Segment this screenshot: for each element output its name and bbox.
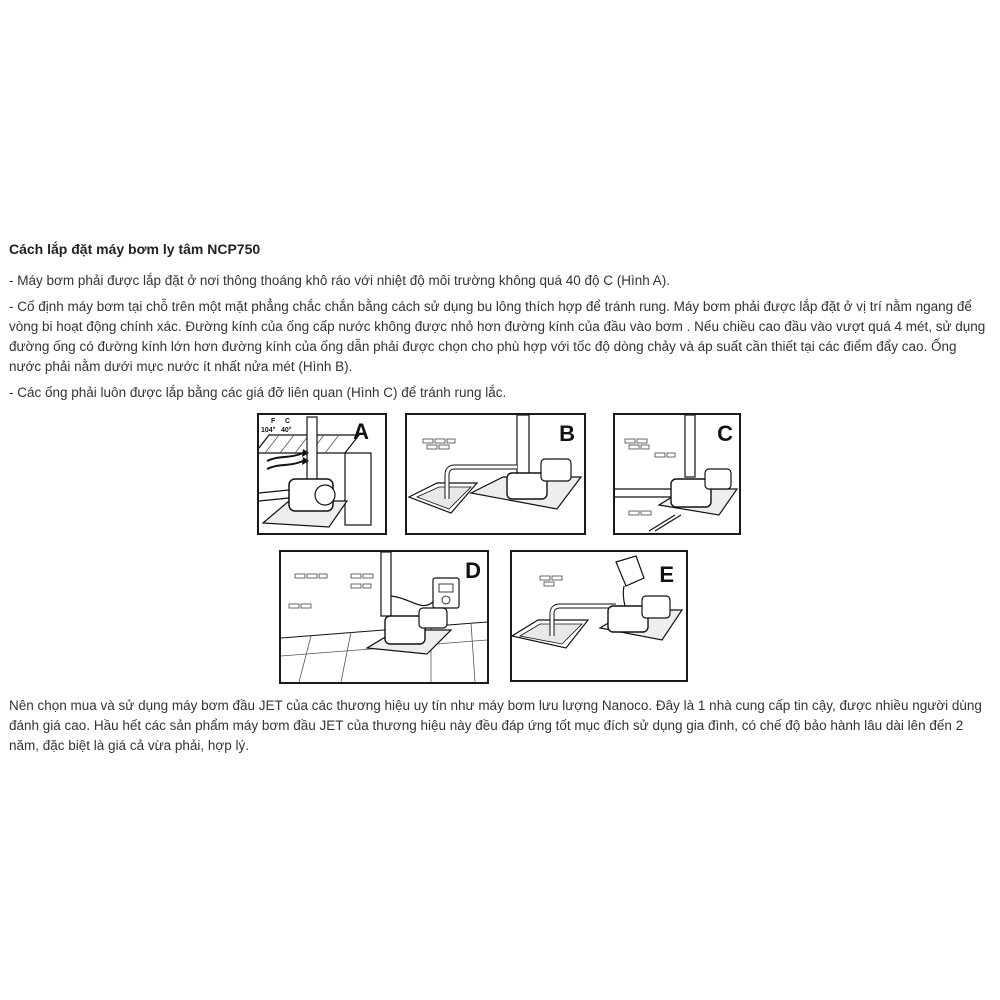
figure-a-label: A <box>353 419 369 444</box>
article-title: Cách lắp đặt máy bơm ly tâm NCP750 <box>9 241 261 257</box>
paragraph-mounting: - Cố định máy bơm tại chỗ trên một mặt phẳng chắc chắn bằng cách sử dụng bu lông thích hợp để tránh rung. Máy bơm phải được lắp đặt ở vị trí nằm ngang để vòng bi hoạt động chính xác. Đường kính của ống cấp nước không được nhỏ hơn đường kính của đầu vào bơm . Nếu chiều cao đầu vào vượt quá 4 mét, sử dụng đường ống có đường kính lớn hơn đường kính của ống dẫn phải được chọn cho phù hợp với tốc độ dòng chảy và áp suất cần thiết tại các điểm đẩy cao. Ống nước phải nằm dưới mực nước ít nhất nửa mét (Hình B). <box>9 299 986 374</box>
article <box>9 239 987 407</box>
figure-e-label: E <box>659 562 674 587</box>
figure-a-illustration <box>259 415 385 533</box>
figure-a-temp-c-unit: C <box>285 418 291 425</box>
figure-b-label: B <box>559 421 575 446</box>
figure-e-illustration <box>512 552 686 680</box>
figure-e <box>510 550 688 682</box>
paragraph-location: - Máy bơm phải được lắp đặt ở nơi thông thoáng khô ráo với nhiệt độ môi trường không quá 40 độ C (Hình A). <box>9 273 671 288</box>
figure-d-illustration <box>281 552 487 682</box>
figure-a-temp-f-value: 104° <box>261 427 276 434</box>
figure-b-illustration <box>407 415 584 533</box>
figure-a-temp-f-unit: F <box>271 418 276 425</box>
figure-c-illustration <box>615 415 739 533</box>
paragraph-recommendation: Nên chọn mua và sử dụng máy bơm đầu JET của các thương hiệu uy tín như máy bơm lưu lượng Nanoco. Đây là 1 nhà cung cấp tin cậy, được nhiều người dùng đánh giá cao. Hầu hết các sản phẩm máy bơm đầu JET của thương hiệu này đều đáp ứng tốt mục đích sử dụng gia đình, có chế độ bảo hành lâu dài lên đến 2 năm, đặc biệt là giá cả vừa phải, hợp lý. <box>9 698 982 753</box>
paragraph-supports: - Các ống phải luôn được lắp bằng các giá đỡ liên quan (Hình C) để tránh rung lắc. <box>9 385 507 400</box>
figure-c <box>613 413 741 535</box>
figure-a-temp-c-value: 40° <box>281 427 292 434</box>
figure-c-label: C <box>717 421 733 446</box>
article-footer <box>9 696 987 762</box>
figure-d-label: D <box>465 558 481 583</box>
figure-d <box>279 550 489 684</box>
figure-a <box>257 413 387 535</box>
figure-b <box>405 413 586 535</box>
